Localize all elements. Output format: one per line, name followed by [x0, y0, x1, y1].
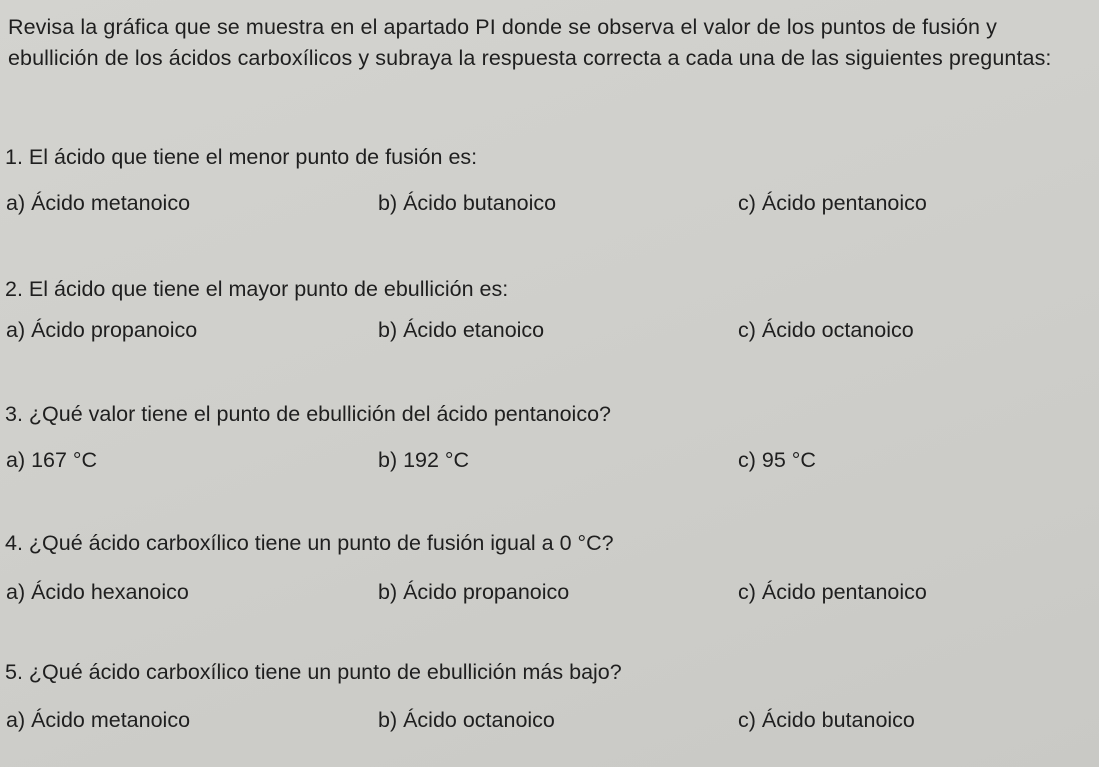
question-3: 3. ¿Qué valor tiene el punto de ebullición del ácido pentanoico?: [5, 402, 611, 426]
question-4: 4. ¿Qué ácido carboxílico tiene un punto de fusión igual a 0 °C?: [5, 531, 614, 555]
question-2-option-a[interactable]: a) Ácido propanoico: [6, 318, 198, 342]
question-4-option-c[interactable]: c) Ácido pentanoico: [738, 580, 927, 604]
question-2-option-c[interactable]: c) Ácido octanoico: [738, 318, 914, 342]
question-4-option-b[interactable]: b) Ácido propanoico: [378, 580, 570, 604]
instructions-text: Revisa la gráfica que se muestra en el apartado PI donde se observa el valor de los puntos de fusión y ebullición de los ácidos carboxílicos y subraya la respuesta correcta a cada una de las siguientes preguntas:: [8, 15, 1052, 70]
question-1: 1. El ácido que tiene el menor punto de fusión es:: [5, 145, 478, 169]
question-4-option-a[interactable]: a) Ácido hexanoico: [6, 580, 189, 604]
question-1-option-a[interactable]: a) Ácido metanoico: [6, 191, 191, 215]
question-5: 5. ¿Qué ácido carboxílico tiene un punto de ebullición más bajo?: [5, 660, 622, 684]
question-1-option-b[interactable]: b) Ácido butanoico: [378, 191, 557, 215]
question-3-option-b[interactable]: b) 192 °C: [378, 448, 470, 472]
question-5-option-a[interactable]: a) Ácido metanoico: [6, 708, 191, 732]
question-5-option-b[interactable]: b) Ácido octanoico: [378, 708, 555, 732]
question-3-option-a[interactable]: a) 167 °C: [6, 448, 98, 472]
question-2: 2. El ácido que tiene el mayor punto de ebullición es:: [5, 277, 509, 301]
question-1-option-c[interactable]: c) Ácido pentanoico: [738, 191, 927, 215]
question-3-option-c[interactable]: c) 95 °C: [738, 448, 816, 472]
question-2-option-b[interactable]: b) Ácido etanoico: [378, 318, 545, 342]
question-5-option-c[interactable]: c) Ácido butanoico: [738, 708, 915, 732]
